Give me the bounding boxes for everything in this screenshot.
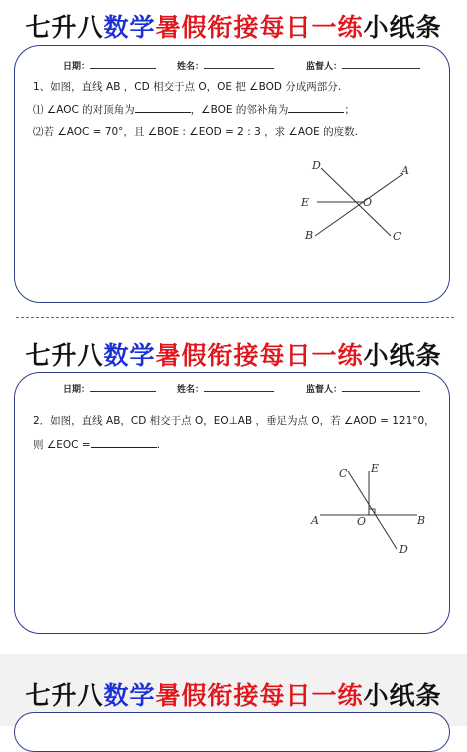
label-a: A — [311, 514, 319, 527]
title-part: 七升八 — [25, 13, 104, 42]
answer-blank-2[interactable] — [288, 102, 344, 113]
date-label: 日期： — [63, 62, 91, 72]
label-o: O — [363, 196, 373, 209]
label-e: E — [371, 462, 380, 475]
question-suffix: . — [156, 439, 160, 451]
supervisor-field — [306, 382, 420, 395]
name-field — [177, 59, 274, 72]
supervisor-blank[interactable] — [342, 383, 420, 392]
title-part: 小纸条 — [363, 681, 442, 710]
answer-blank-1[interactable] — [135, 102, 191, 113]
title-part: 七升八 — [25, 681, 104, 710]
supervisor-label: 监督人： — [306, 62, 343, 72]
worksheet-title — [0, 336, 467, 372]
line-ab — [315, 174, 403, 236]
title-part: 暑假衔接每日一练 — [155, 681, 364, 710]
problem2-statement: 2．如图，直线 AB，CD 相交于点 O，EO⊥AB ，垂足为点 O，若 ∠AOD = 121°0， — [33, 415, 435, 427]
name-blank[interactable] — [204, 60, 274, 69]
label-b: B — [417, 514, 426, 527]
problem-card-3 — [14, 712, 450, 752]
label-d: D — [399, 543, 408, 556]
label-o: O — [357, 515, 367, 528]
label-c: C — [393, 230, 402, 243]
title-part: 数学 — [103, 681, 156, 710]
worksheet-title — [0, 676, 467, 712]
line-cd — [348, 471, 397, 549]
date-label: 日期： — [63, 385, 91, 395]
label-e: E — [301, 196, 310, 209]
date-blank[interactable] — [90, 383, 156, 392]
title-part: 小纸条 — [363, 13, 442, 42]
problem-card-1 — [14, 45, 450, 303]
supervisor-blank[interactable] — [342, 60, 420, 69]
name-blank[interactable] — [204, 383, 274, 392]
problem1-part1 — [33, 102, 355, 117]
problem1-figure — [295, 154, 425, 244]
date-field — [63, 59, 156, 72]
part1-suffix: ； — [344, 104, 355, 116]
title-part: 暑假衔接每日一练 — [155, 13, 364, 42]
supervisor-label: 监督人： — [306, 385, 343, 395]
answer-blank-3[interactable] — [91, 437, 157, 448]
name-label: 姓名： — [177, 385, 205, 395]
problem-card-2 — [14, 372, 450, 634]
title-part: 七升八 — [25, 341, 104, 370]
part1-prefix: ⑴ ∠AOC 的对顶角为 — [33, 104, 135, 116]
problem2-question — [33, 437, 160, 452]
worksheet-title — [0, 8, 467, 44]
problem2-figure — [305, 461, 435, 557]
name-label: 姓名： — [177, 62, 205, 72]
label-d: D — [312, 159, 321, 172]
title-part: 暑假衔接每日一练 — [155, 341, 364, 370]
problem1-statement: 1、如图，直线 AB ，CD 相交于点 O，OE 把 ∠BOD 分成两部分. — [33, 81, 342, 93]
question-prefix: 则 ∠EOC = — [33, 439, 91, 451]
date-blank[interactable] — [90, 60, 156, 69]
date-field — [63, 382, 156, 395]
problem1-part2: ⑵若 ∠AOC = 70°，且 ∠BOE : ∠EOD = 2 : 3 ，求 ∠AOE 的度数. — [33, 126, 358, 138]
title-part: 数学 — [103, 341, 156, 370]
label-c: C — [339, 467, 348, 480]
section-divider — [16, 317, 454, 318]
name-field — [177, 382, 274, 395]
title-part: 数学 — [103, 13, 156, 42]
label-b: B — [305, 229, 314, 242]
title-part: 小纸条 — [363, 341, 442, 370]
supervisor-field — [306, 59, 420, 72]
label-a: A — [401, 164, 409, 177]
part1-middle: ，∠BOE 的邻补角为 — [190, 104, 289, 116]
